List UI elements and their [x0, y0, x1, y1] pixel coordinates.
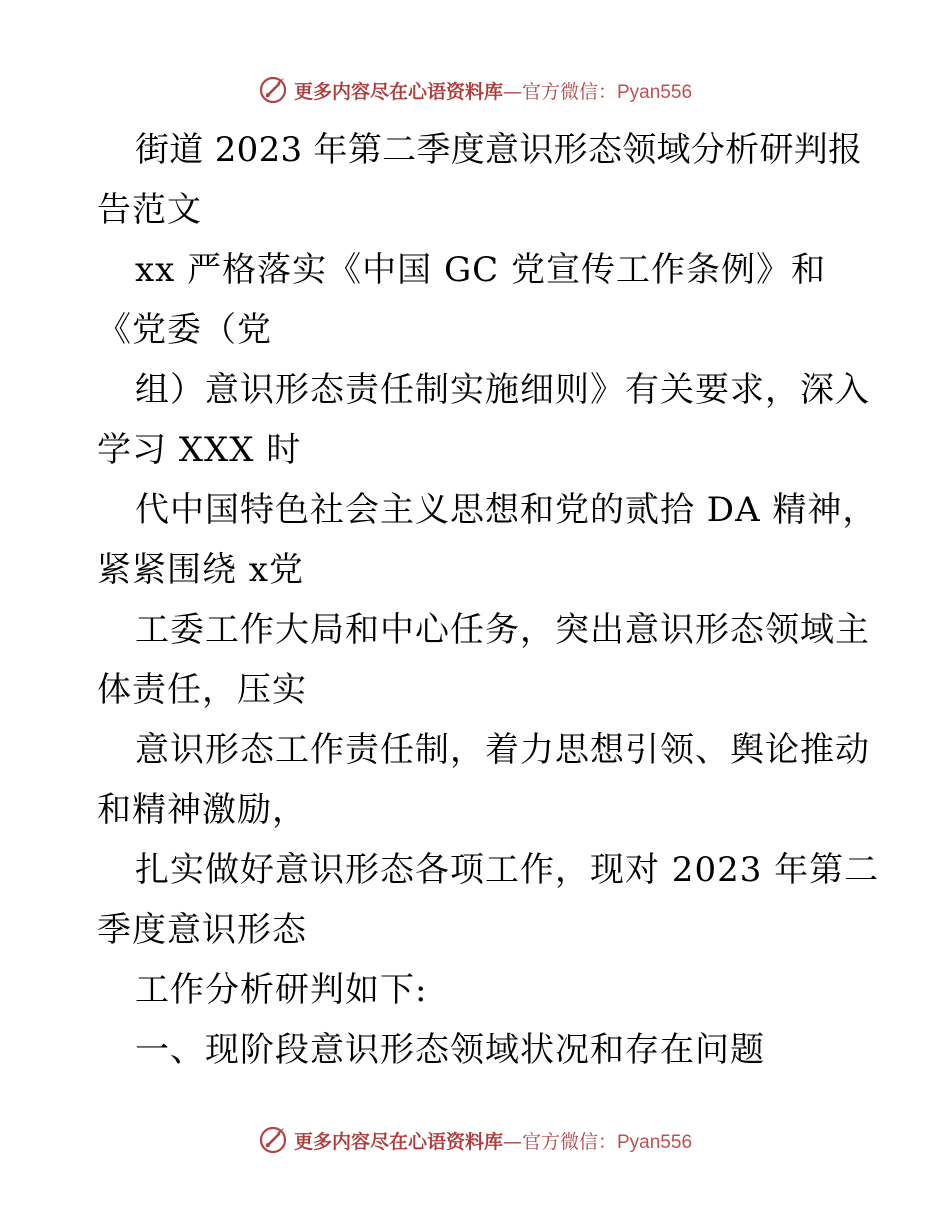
body-line: 街道 2023 年第二季度意识形态领域分析研判报	[135, 130, 863, 170]
body-line: 代中国特色社会主义思想和党的贰拾 DA 精神，	[135, 490, 878, 530]
header-banner	[0, 68, 950, 112]
banner-wechat-id: Pyan556	[617, 1131, 693, 1153]
document-body	[97, 120, 880, 1080]
banner-text	[294, 1127, 692, 1154]
section-heading: 一、现阶段意识形态领域状况和存在问题	[135, 1030, 765, 1070]
body-line: xx 严格落实《中国 GC 党宣传工作条例》和	[135, 250, 826, 290]
body-line: 意识形态工作责任制，着力思想引领、舆论推动	[135, 730, 870, 770]
banner-right-text: 官方微信：	[521, 80, 617, 103]
body-line: 《党委（党	[97, 310, 272, 350]
footer-banner	[0, 1118, 950, 1162]
body-line: 体责任，压实	[97, 670, 307, 710]
banner-dash: —	[502, 80, 522, 103]
body-line: 工作分析研判如下:	[135, 970, 428, 1010]
banner-left-text: 更多内容尽在心语资料库	[293, 80, 503, 103]
banner-text	[294, 77, 692, 104]
banner-left-text: 更多内容尽在心语资料库	[293, 1130, 503, 1153]
banner-right-text: 官方微信：	[521, 1130, 617, 1153]
quill-logo-icon	[258, 75, 288, 105]
body-line: 和精神激励，	[97, 790, 307, 830]
body-line: 告范文	[97, 190, 202, 230]
banner-dash: —	[502, 1130, 522, 1153]
body-line: 季度意识形态	[97, 910, 307, 950]
body-line: 学习 XXX 时	[97, 430, 302, 470]
banner-wechat-id: Pyan556	[617, 81, 693, 103]
quill-logo-icon	[258, 1125, 288, 1155]
body-line: 紧紧围绕 x党	[97, 550, 304, 590]
body-line: 工委工作大局和中心任务，突出意识形态领域主	[135, 610, 870, 650]
body-line: 组）意识形态责任制实施细则》有关要求，深入	[135, 370, 870, 410]
body-line: 扎实做好意识形态各项工作，现对 2023 年第二	[135, 850, 880, 890]
